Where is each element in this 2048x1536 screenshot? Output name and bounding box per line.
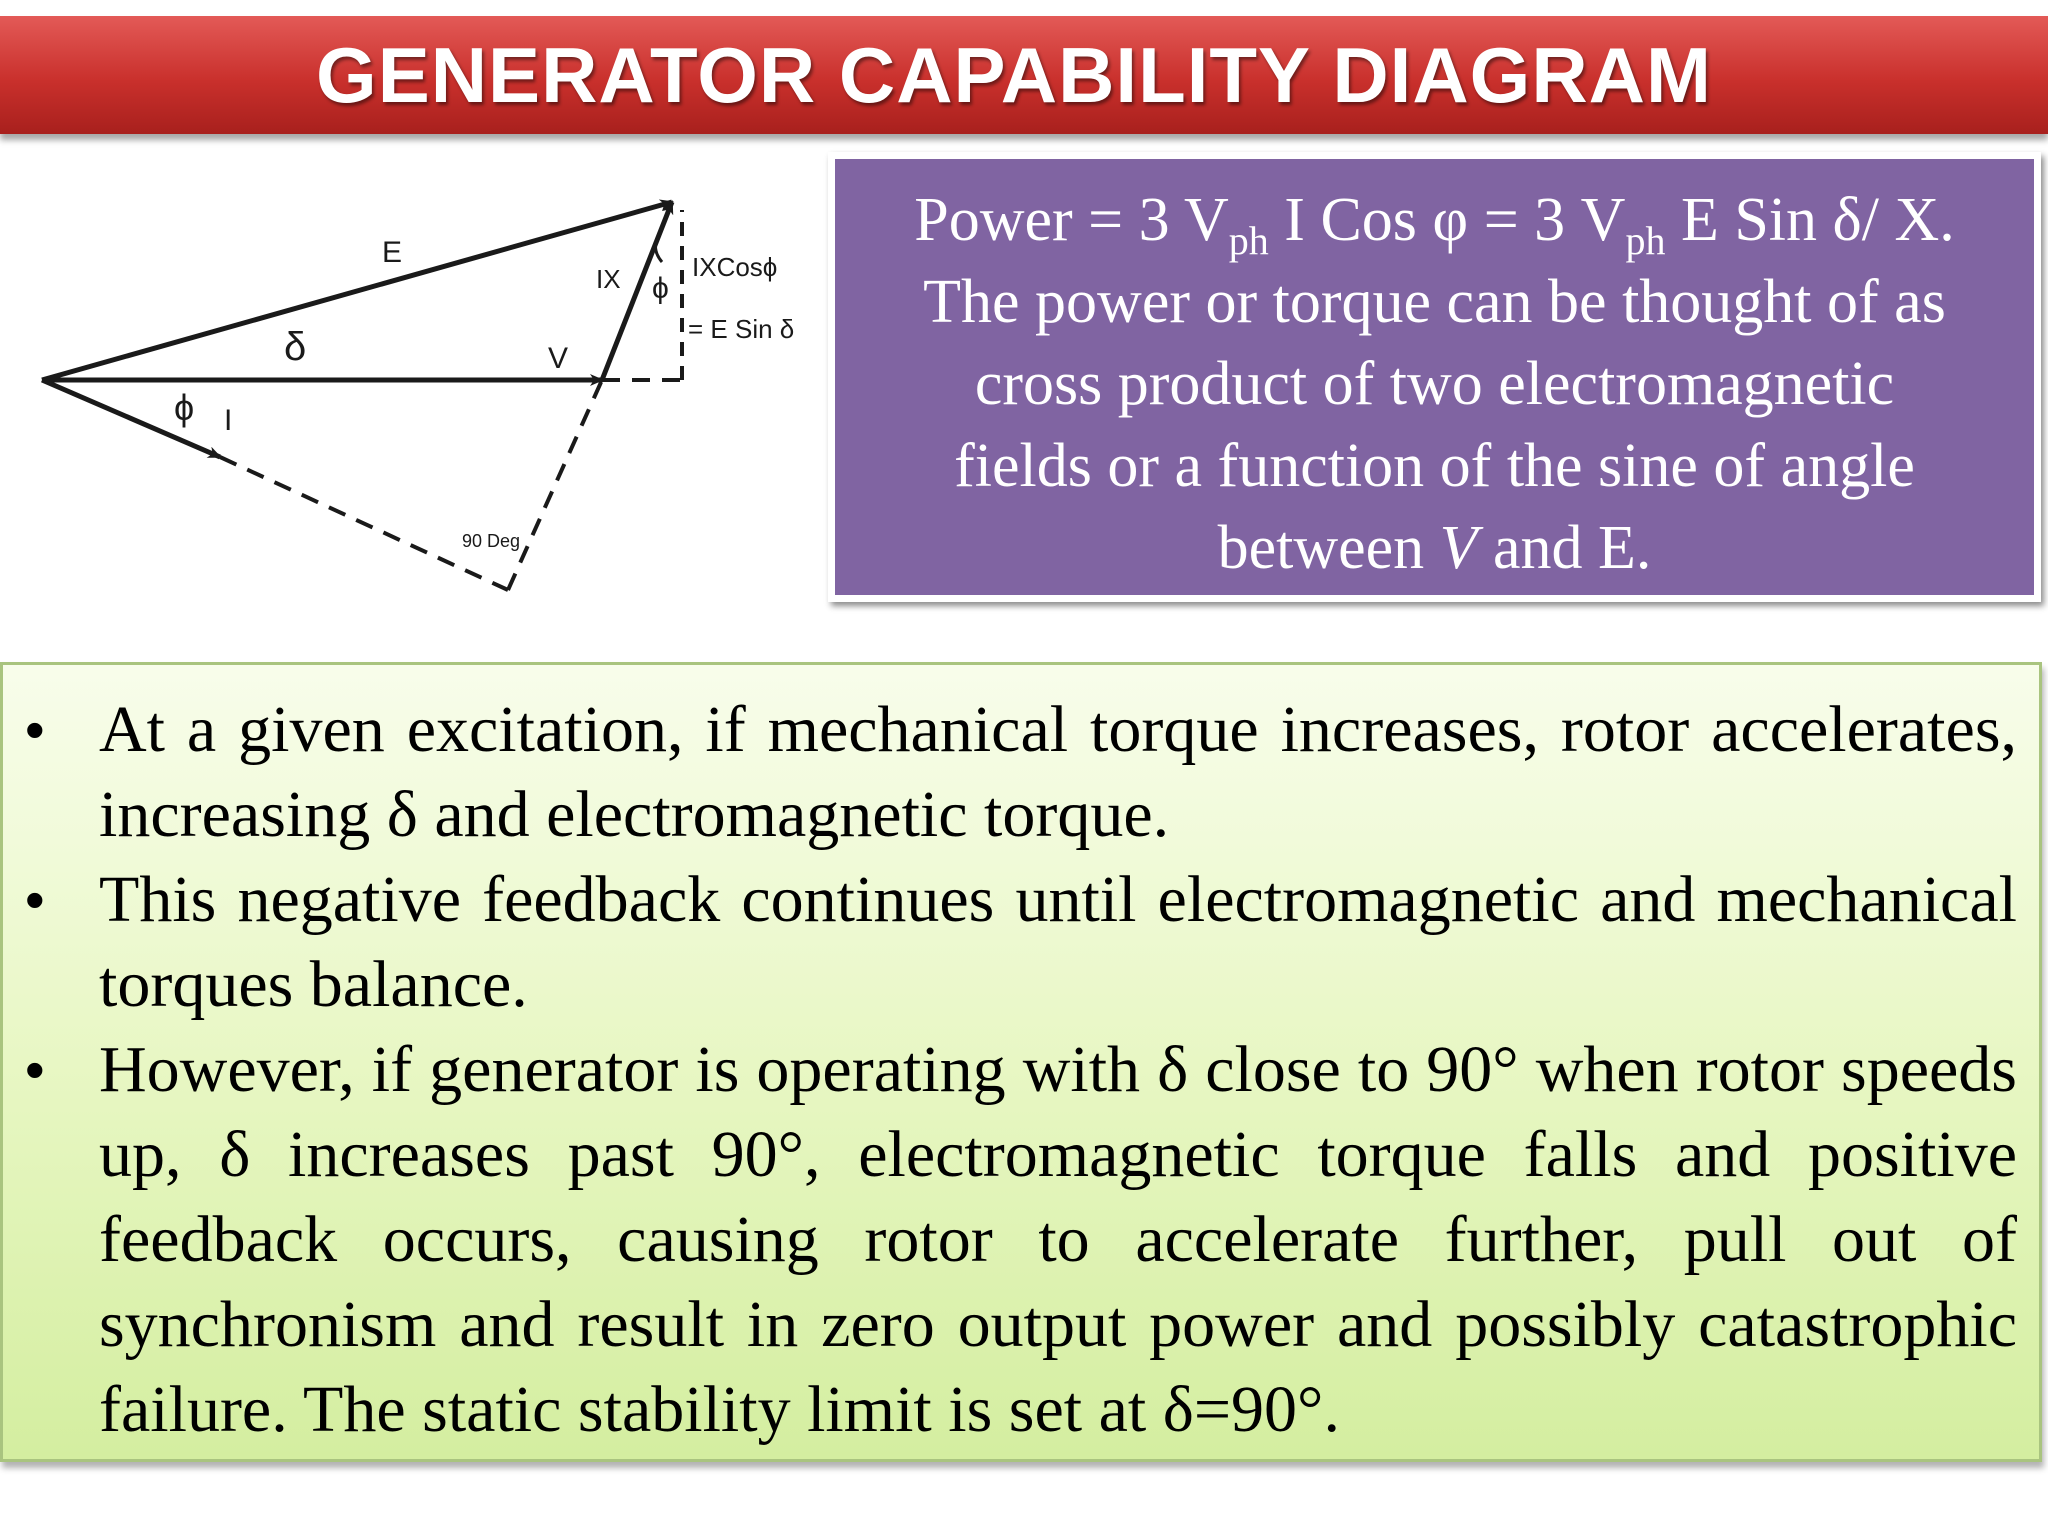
equation-subscript-2: ph [1625,218,1666,263]
bullet-item [25,687,2017,857]
label-phi-angle: ϕ [652,272,669,305]
label-E: E [382,236,403,269]
power-equation [835,179,2034,261]
bullet-list [3,665,2039,1452]
equation-part-3: E Sin δ/ X. [1665,186,1955,254]
label-phi: ϕ [174,387,195,428]
line5-italic-v: V [1439,514,1478,582]
equation-subscript-1: ph [1228,218,1269,263]
dashed-line-I-extension [220,457,508,590]
bullet-item [25,1027,2017,1452]
equation-part-1: Power = 3 V [914,186,1229,254]
power-text-line-2: The power or torque can be thought of as [923,268,1946,336]
label-V: V [548,342,569,375]
dashed-line-right-angle [508,380,602,590]
equation-part-2: I Cos φ = 3 V [1268,186,1626,254]
bullets-box [0,662,2042,1462]
bullet-dot: • [25,698,45,761]
power-text-line-4: fields or a function of the sine of angle [954,432,1915,500]
bullet-dot: • [25,868,45,931]
label-Esin: = E Sin δ [688,314,795,344]
label-delta: δ [284,325,307,369]
bullet-item [25,857,2017,1027]
label-I: I [224,404,233,437]
bullet-text: This negative feedback continues until electromagnetic and mechanical torques balance. [99,863,2017,1021]
label-IX: IX [596,264,621,294]
bullet-text: However, if generator is operating with δ close to 90° when rotor speeds up, δ increases past 90°, electromagnetic torque falls and positive feedback occurs, causing rotor to accelerate further, pull out of synchronism and result in zero output power and possibly catastrophic failure. The static stability limit is set at δ=90°. [99,1033,2017,1446]
slide-title: GENERATOR CAPABILITY DIAGRAM [316,30,1712,119]
line5-part-a: between [1217,514,1440,582]
phasor-E [42,202,672,380]
bullet-dot: • [25,1038,45,1101]
power-text-line-5 [835,507,2034,589]
label-90deg: 90 Deg [462,531,521,551]
label-IXcos: IXCosϕ [692,252,778,282]
bullet-text: At a given excitation, if mechanical torque increases, rotor accelerates, increasing δ and electromagnetic torque. [99,693,2017,851]
phasor-diagram [20,170,830,620]
title-banner [0,16,2048,134]
power-equation-box [828,152,2041,602]
power-text-line-3: cross product of two electromagnetic [974,350,1895,418]
line5-part-b: and E. [1477,514,1652,582]
